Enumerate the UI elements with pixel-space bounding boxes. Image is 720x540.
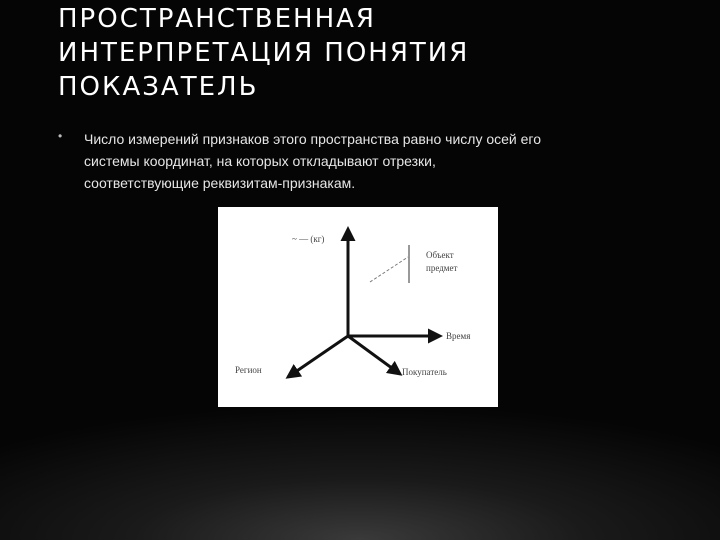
object-label-line-2: предмет [426, 263, 458, 273]
axis-top-label: ~ — (кг) [292, 234, 325, 244]
bullet-dot-icon: • [58, 129, 63, 143]
axis-left [288, 336, 348, 377]
axis-right-label: Время [446, 331, 471, 341]
title-line-2: ИНТЕРПРЕТАЦИЯ ПОНЯТИЯ [58, 38, 470, 68]
object-label-line-1: Объект [426, 250, 454, 260]
bullet-item [58, 128, 678, 194]
axis-bottom [348, 336, 400, 374]
slide-title [58, 2, 678, 104]
bullet-text-line-3: соответствующие реквизитам-признакам. [84, 175, 356, 191]
title-line-1: ПРОСТРАНСТВЕННАЯ [58, 4, 376, 34]
bullet-list [58, 128, 678, 194]
bullet-text-line-2: системы координат, на которых откладывают отрезки, [84, 153, 436, 169]
title-line-3: ПОКАЗАТЕЛЬ [58, 72, 259, 102]
bullet-text-line-1: Число измерений признаков этого пространства равно числу осей его [84, 131, 541, 147]
axis-bottom-label: Покупатель [402, 367, 447, 377]
object-dashed-line [370, 257, 408, 282]
axis-left-label: Регион [235, 365, 262, 375]
axes-diagram-svg [218, 207, 498, 407]
axes-diagram [218, 207, 498, 407]
